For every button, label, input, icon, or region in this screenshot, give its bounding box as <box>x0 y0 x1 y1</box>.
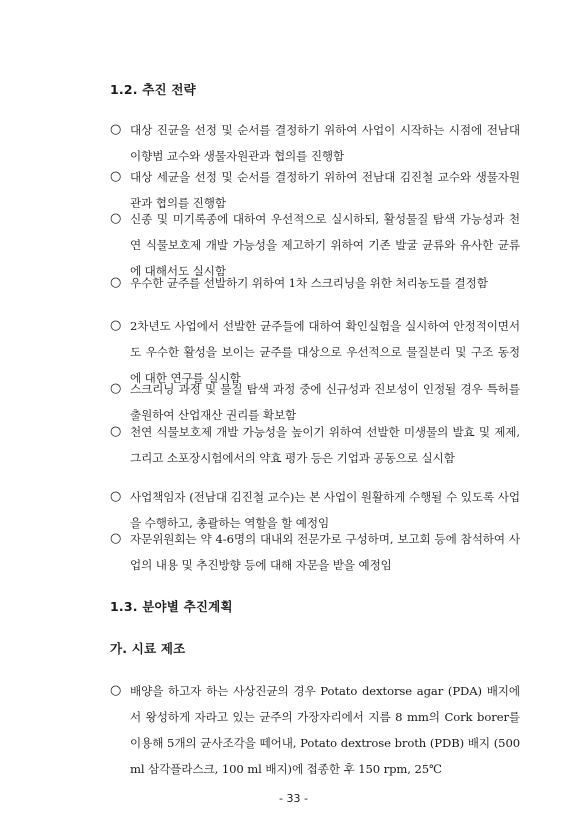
section-heading-strategy: 1.2. 추진 전략 <box>110 82 196 97</box>
bullet-circle-icon: ○ <box>110 275 122 290</box>
list-item <box>110 270 520 296</box>
bullet-text: 자문위원회는 약 4-6명의 대내외 전문가로 구성하며, 보고회 등에 참석하여 사업의 내용 및 추진방향 등에 대해 자문을 받을 예정임 <box>130 532 520 572</box>
bullet-circle-icon: ○ <box>110 683 122 698</box>
subsection-heading-sample: 가. 시료 제조 <box>110 641 186 656</box>
bullet-circle-icon: ○ <box>110 381 122 396</box>
bullet-text: 사업책임자 (전남대 김진철 교수)는 본 사업이 원활하게 수행될 수 있도록 사업을 수행하고, 총괄하는 역할을 할 예정임 <box>130 490 520 530</box>
bullet-text: 대상 진균을 선정 및 순서를 결정하기 위하여 사업이 시작하는 시점에 전남대 이향범 교수와 생물자원관과 협의를 진행함 <box>130 123 520 163</box>
list-item <box>110 117 520 169</box>
bullet-text: 2차년도 사업에서 선발한 균주들에 대하여 확인실험을 실시하여 안정적이면서도 우수한 활성을 보이는 균주를 대상으로 우선적으로 물질분리 및 구조 동정에 대한 연구를 실시함 <box>130 319 520 385</box>
bullet-text: 대상 세균을 선정 및 순서를 결정하기 위하여 전남대 김진철 교수와 생물자원관과 협의를 진행함 <box>130 170 520 210</box>
list-item <box>110 678 520 782</box>
bullet-circle-icon: ○ <box>110 424 122 439</box>
bullet-circle-icon: ○ <box>110 318 122 333</box>
bullet-text: 우수한 균주를 선발하기 위하여 1차 스크리닝을 위한 처리농도를 결정함 <box>130 276 488 290</box>
bullet-circle-icon: ○ <box>110 211 122 226</box>
bullet-circle-icon: ○ <box>110 489 122 504</box>
page-number: - 33 - <box>279 792 308 805</box>
bullet-text: 신종 및 미기록종에 대하여 우선적으로 실시하되, 활성물질 탐색 가능성과 천연 식물보호제 개발 가능성을 제고하기 위하여 기존 발굴 균류와 유사한 균류에 대해서도 실시함 <box>130 212 520 278</box>
bullet-text: 천연 식물보호제 개발 가능성을 높이기 위하여 선발한 미생물의 발효 및 제제, 그리고 소포장시험에서의 약효 평가 등은 기업과 공동으로 실시함 <box>130 425 520 465</box>
bullet-circle-icon: ○ <box>110 122 122 137</box>
bullet-circle-icon: ○ <box>110 531 122 546</box>
list-item <box>110 526 520 578</box>
bullet-text: 스크리닝 과정 및 물질 탐색 과정 중에 신규성과 진보성이 인정될 경우 특허를 출원하여 산업재산 권리를 확보함 <box>130 382 520 422</box>
list-item <box>110 419 520 471</box>
bullet-text: 배양을 하고자 하는 사상진균의 경우 Potato dextorse agar (PDA) 배지에서 왕성하게 자라고 있는 균주의 가장자리에서 지름 8 mm의 Cork borer를 이용해 5개의 균사조각을 떼어내, Potato dextrose broth (PDB) 배지 (500 ml 삼각플라스크, 100 ml 배지)에 접종한 후 150 rpm, 25℃ <box>130 684 520 776</box>
section-heading-plan: 1.3. 분야별 추진계획 <box>110 599 233 614</box>
bullet-circle-icon: ○ <box>110 169 122 184</box>
